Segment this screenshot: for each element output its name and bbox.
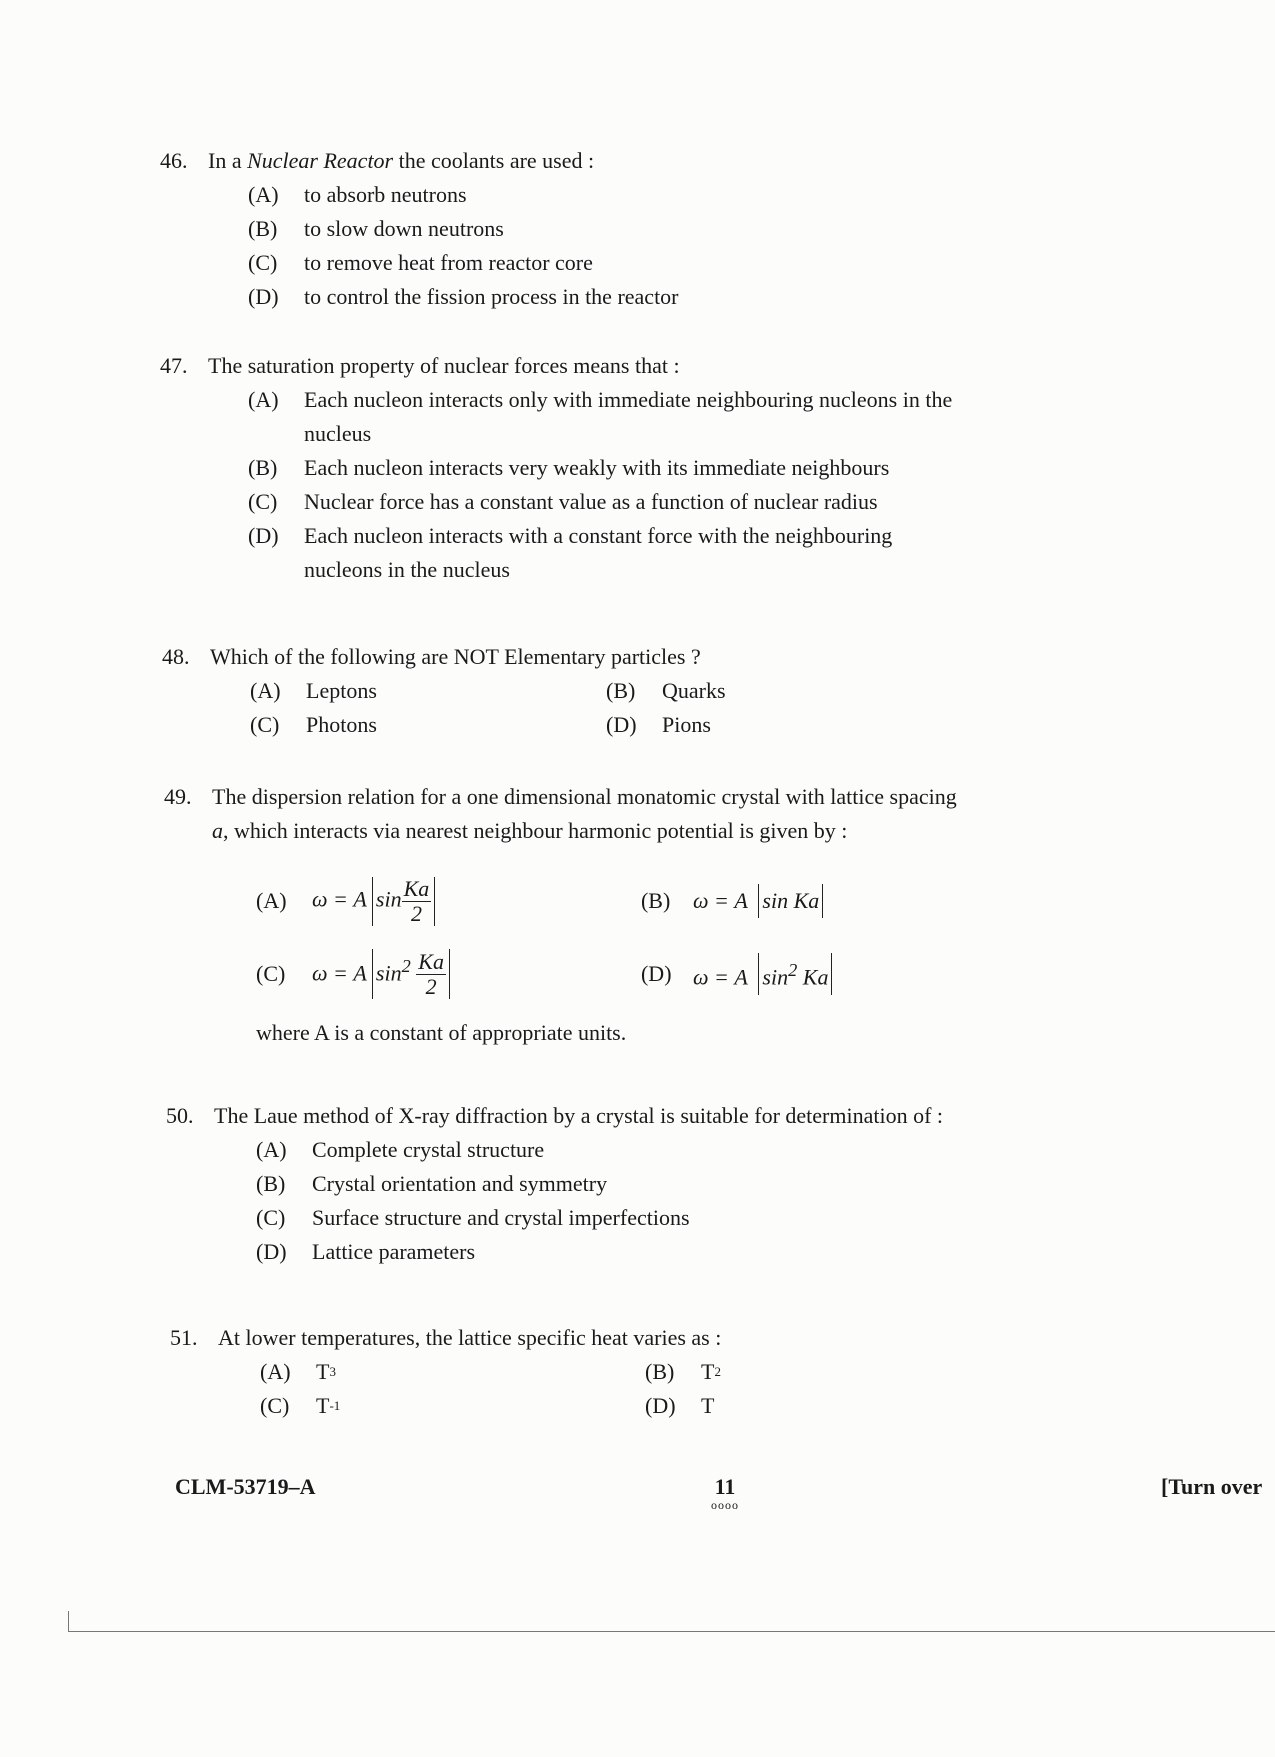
question-49: [164, 780, 1024, 1050]
question-47: [160, 349, 1000, 587]
formula-a: ω = A sin $\frac{Ka}{2}$: [312, 877, 435, 926]
formula-b: ω = A sin Ka: [693, 884, 823, 918]
question-number: 51.: [170, 1325, 198, 1350]
option-c: (C) Nuclear force has a constant value as a function of nuclear radius: [248, 489, 878, 514]
option-b: (B) ω = A sin Ka: [641, 884, 1024, 918]
option-a: (A) Complete crystal structure: [256, 1137, 545, 1162]
page-number: 11 oooo: [700, 1474, 750, 1510]
option-d: (D) Pions: [606, 712, 711, 737]
question-text: At lower temperatures, the lattice specific heat varies as :: [218, 1325, 722, 1350]
option-d: (D) Lattice parameters: [256, 1239, 476, 1264]
fraction: $\frac{Ka}{2}$: [403, 875, 430, 926]
question-number: 47.: [160, 353, 188, 378]
question-48: [162, 640, 962, 742]
question-number: 50.: [166, 1103, 194, 1128]
option-c: (C) Surface structure and crystal imperfections: [256, 1205, 690, 1230]
question-46: [160, 144, 960, 314]
question-number: 48.: [162, 644, 190, 669]
fraction: $\frac{Ka}{2}$: [418, 949, 444, 1000]
page-mark: oooo: [711, 1498, 739, 1512]
option-a: (A) Each nucleon interacts only with immediate neighbouring nucleons in the nucleus: [248, 387, 953, 446]
option-a: (A) T 3: [260, 1359, 336, 1384]
question-text: The Laue method of X-ray diffraction by a crystal is suitable for determination of :: [214, 1103, 944, 1128]
option-b: (B) to slow down neutrons: [248, 216, 504, 241]
option-d: (D) ω = A $\sin^2 Ka$: [641, 953, 1024, 994]
question-note: where A is a constant of appropriate units.: [256, 1020, 627, 1045]
question-51: [170, 1321, 1030, 1423]
exam-code: CLM-53719–A: [175, 1474, 316, 1499]
option-b: (B) T 2: [645, 1359, 721, 1384]
option-a: (A) to absorb neutrons: [248, 182, 467, 207]
formula-d: ω = A $\sin^2 Ka$: [693, 953, 832, 994]
bottom-rule: [68, 1631, 1275, 1632]
formula-c: ω = A $\sin^2$ $\frac{Ka}{2}$: [312, 949, 450, 1000]
option-c: (C) ω = A $\sin^2$ $\frac{Ka}{2}$: [256, 949, 641, 1000]
option-d: (D) Each nucleon interacts with a constant force with the neighbouring nucleons in the nucleus: [248, 523, 893, 582]
question-text: Which of the following are NOT Elementary particles ?: [210, 644, 701, 669]
bottom-tick: [68, 1611, 69, 1631]
question-number: 49.: [164, 784, 192, 809]
question-text: The saturation property of nuclear forces means that :: [208, 353, 680, 378]
option-c: (C) Photons: [250, 712, 377, 737]
abs-bars: $\sin^2$ $\frac{Ka}{2}$: [372, 949, 450, 1000]
option-a: (A) ω = A sin $\frac{Ka}{2}$: [256, 877, 641, 926]
turn-over: [Turn over: [1161, 1474, 1263, 1499]
option-c: (C) to remove heat from reactor core: [248, 250, 593, 275]
question-50: [166, 1099, 1026, 1269]
question-text: In a Nuclear Reactor the coolants are used :: [208, 148, 595, 173]
option-c: (C) T -1: [260, 1393, 341, 1418]
option-b: (B) Crystal orientation and symmetry: [256, 1171, 608, 1196]
option-a: (A) Leptons: [250, 678, 377, 703]
abs-bars: sin $\frac{Ka}{2}$: [372, 877, 435, 926]
question-number: 46.: [160, 148, 188, 173]
abs-bars: $\sin^2 Ka$: [758, 953, 832, 994]
abs-bars: sin Ka: [758, 884, 823, 918]
option-d: (D) T: [645, 1393, 715, 1418]
option-b: (B) Quarks: [606, 678, 726, 703]
question-text: The dispersion relation for a one dimensional monatomic crystal with lattice spacing a, which interacts via nearest neighbour harmonic potential is given by :: [212, 784, 957, 843]
option-b: (B) Each nucleon interacts very weakly with its immediate neighbours: [248, 455, 890, 480]
option-d: (D) to control the fission process in the reactor: [248, 284, 679, 309]
